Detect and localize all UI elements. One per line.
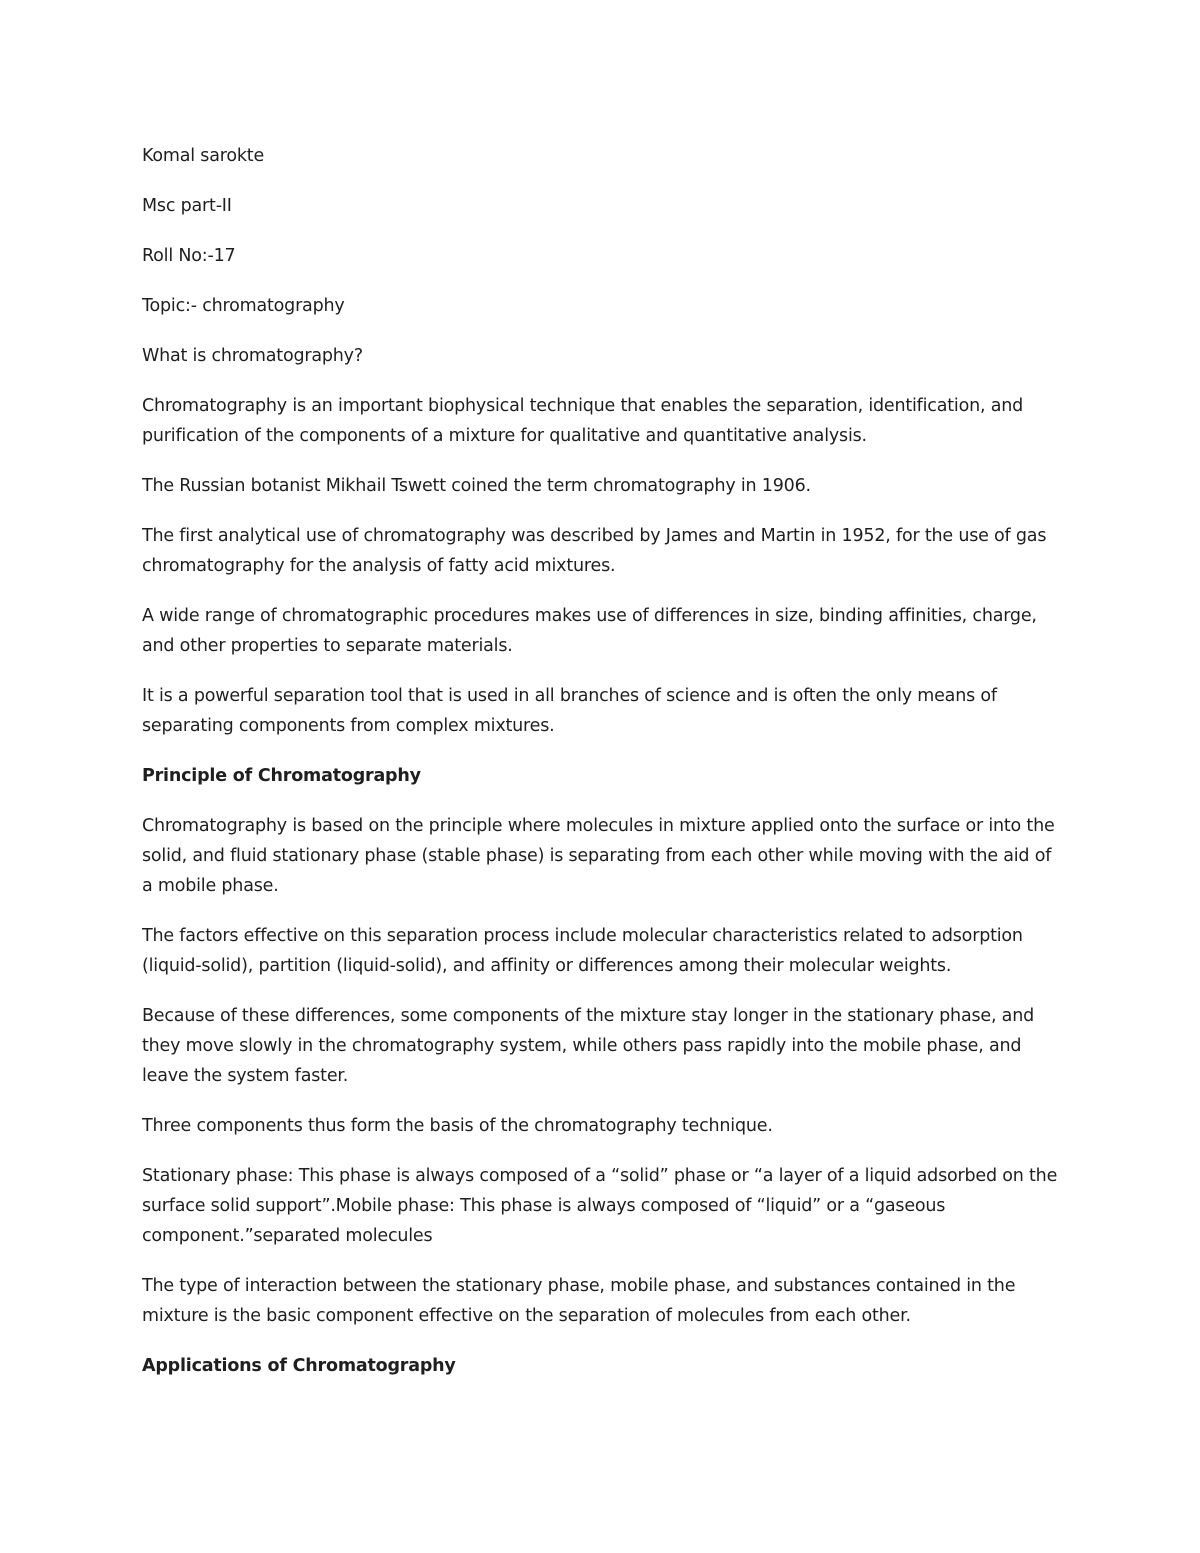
paragraph-powerful: It is a powerful separation tool that is used in all branches of science and is often the only means of separating components from complex mixtures. bbox=[142, 686, 997, 736]
paragraph-range: A wide range of chromatographic procedures makes use of differences in size, binding affinities, charge, and other properties to separate materials. bbox=[142, 606, 1037, 656]
paragraph-intro: Chromatography is an important biophysical technique that enables the separation, identification, and purification of the components of a mixture for qualitative and quantitative analysis. bbox=[142, 396, 1024, 446]
heading-applications: Applications of Chromatography bbox=[142, 1356, 456, 1376]
class-line: Msc part-II bbox=[142, 196, 232, 216]
paragraph-first-use: The first analytical use of chromatography was described by James and Martin in 1952, for the use of gas chromatography for the analysis of fatty acid mixtures. bbox=[142, 526, 1047, 576]
paragraph-tswett: The Russian botanist Mikhail Tswett coined the term chromatography in 1906. bbox=[142, 476, 811, 496]
author-name: Komal sarokte bbox=[142, 146, 265, 166]
question-line: What is chromatography? bbox=[142, 346, 363, 366]
document-body bbox=[142, 141, 1062, 1401]
paragraph-interaction: The type of interaction between the stationary phase, mobile phase, and substances contained in the mixture is the basic component effective on the separation of molecules from each other. bbox=[142, 1276, 1016, 1326]
roll-number: Roll No:-17 bbox=[142, 246, 236, 266]
paragraph-principle: Chromatography is based on the principle where molecules in mixture applied onto the surface or into the solid, and fluid stationary phase (stable phase) is separating from each other while moving with the aid of a mobile phase. bbox=[142, 816, 1055, 896]
paragraph-phases: Stationary phase: This phase is always composed of a “solid” phase or “a layer of a liquid adsorbed on the surface solid support”.Mobile phase: This phase is always composed of “liquid” or a “gaseous component.”separated molecules bbox=[142, 1166, 1058, 1246]
paragraph-differences: Because of these differences, some components of the mixture stay longer in the stationary phase, and they move slowly in the chromatography system, while others pass rapidly into the mobile phase, and leave the system faster. bbox=[142, 1006, 1034, 1086]
paragraph-factors: The factors effective on this separation process include molecular characteristics related to adsorption (liquid-solid), partition (liquid-solid), and affinity or differences among their molecular weights. bbox=[142, 926, 1023, 976]
topic-line: Topic:- chromatography bbox=[142, 296, 345, 316]
heading-principle: Principle of Chromatography bbox=[142, 766, 421, 786]
paragraph-three-components: Three components thus form the basis of the chromatography technique. bbox=[142, 1116, 773, 1136]
